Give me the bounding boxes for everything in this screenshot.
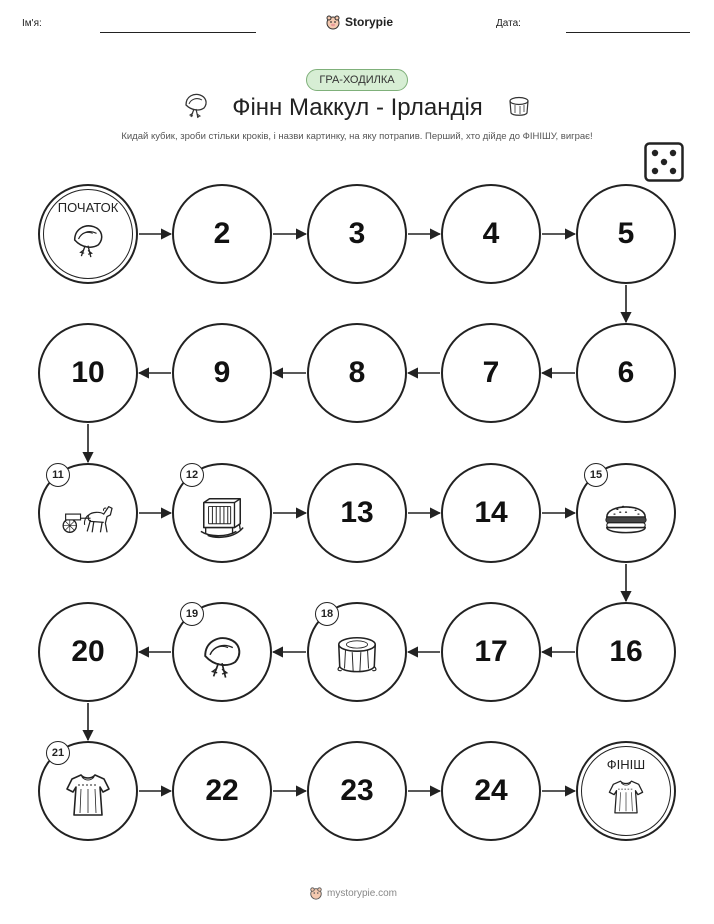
cell-number: 16 [609,635,643,668]
cell-number: 4 [482,217,500,250]
cell-number-badge: 11 [46,463,70,487]
cell-number: 5 [617,217,635,250]
start-label: ПОЧАТОК [57,200,119,215]
number-cell[interactable] [307,323,407,423]
number-cell[interactable] [172,741,272,841]
cell-number: 17 [474,635,508,668]
mascot-icon [309,886,323,900]
picture-cell[interactable] [172,602,272,702]
cell-number-badge: 21 [46,741,70,765]
cell-number: 20 [71,635,105,668]
stump-icon [333,632,381,685]
picture-cell[interactable] [576,463,676,563]
bonnet-icon [69,221,107,264]
horse-cart-icon [59,500,117,540]
cell-number: 2 [213,217,231,250]
footer [309,886,397,900]
number-cell[interactable] [441,463,541,563]
footer-url[interactable]: mystorypie.com [327,887,398,899]
number-cell[interactable] [38,602,138,702]
name-label: Ім'я: [22,18,42,29]
cell-number: 6 [617,356,635,389]
cell-number-badge: 18 [315,602,339,626]
bonnet-icon [198,632,246,685]
number-cell[interactable] [441,323,541,423]
number-cell[interactable] [38,323,138,423]
cell-number: 3 [348,217,366,250]
dress-icon [607,778,645,821]
finish-cell[interactable] [576,741,676,841]
number-cell[interactable] [441,741,541,841]
picture-cell[interactable] [38,741,138,841]
cell-number: 7 [482,356,500,389]
start-cell[interactable] [38,184,138,284]
number-cell[interactable] [576,184,676,284]
cell-number: 22 [205,774,239,807]
number-cell[interactable] [307,184,407,284]
date-label: Дата: [496,18,521,29]
number-cell[interactable] [576,323,676,423]
dress-icon [64,771,112,824]
cell-number: 9 [213,356,231,389]
cell-number: 8 [348,356,366,389]
cell-number: 13 [340,496,374,529]
number-cell[interactable] [441,184,541,284]
bread-icon [602,493,650,546]
brand-name: Storypie [345,15,394,29]
number-cell[interactable] [307,741,407,841]
instructions: Кидай кубик, зроби стільки кроків, і назви картинку, на яку потрапив. Перший, хто дійде до ФІНІШУ, виграє! [121,131,593,142]
finish-label: ФІНІШ [606,757,646,772]
cell-number-badge: 19 [180,602,204,626]
game-type-tag: ГРА-ХОДИЛКА [306,69,408,91]
cell-number: 14 [474,496,508,529]
picture-cell[interactable] [38,463,138,563]
page-title: Фінн Маккул - Ірландія [232,94,483,121]
cell-number: 10 [71,356,105,389]
cradle-icon [198,493,246,546]
picture-cell[interactable] [307,602,407,702]
number-cell[interactable] [441,602,541,702]
cell-number: 23 [340,774,374,807]
picture-cell[interactable] [172,463,272,563]
number-cell[interactable] [576,602,676,702]
cell-number-badge: 12 [180,463,204,487]
number-cell[interactable] [172,184,272,284]
number-cell[interactable] [307,463,407,563]
cell-number: 24 [474,774,508,807]
number-cell[interactable] [172,323,272,423]
cell-number-badge: 15 [584,463,608,487]
